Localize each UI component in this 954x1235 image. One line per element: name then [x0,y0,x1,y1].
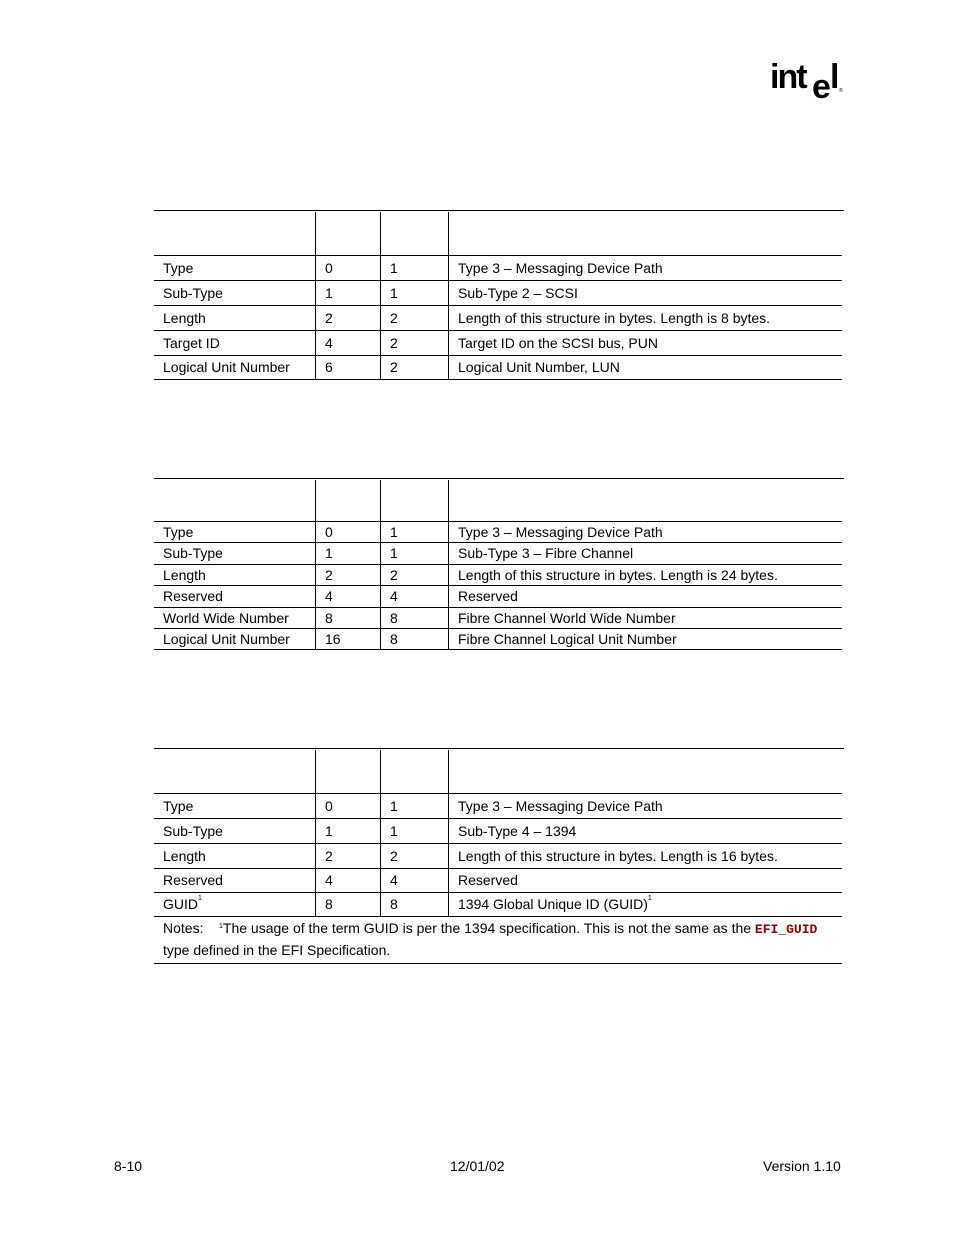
header-cell [381,212,449,255]
byte-offset-cell: 2 [316,843,381,868]
header-cell [449,480,843,521]
svg-text:®: ® [839,88,843,94]
byte-offset-cell: 2 [316,564,381,585]
description-cell: Type 3 – Messaging Device Path [449,521,843,542]
table-row [154,305,842,330]
footnote-marker: 1 [198,895,202,902]
efi-guid-code: EFI_GUID [754,921,818,937]
description-cell: Length of this structure in bytes. Length is 24 bytes. [449,564,843,585]
table-row [154,843,842,868]
table-top-rule [154,748,844,749]
byte-offset-cell: 1 [316,818,381,843]
table-body [154,750,842,963]
header-cell [316,750,381,793]
table-body [154,212,842,379]
byte-length-cell: 1 [381,521,449,542]
mnemonic-cell: Sub-Type [154,280,316,305]
byte-length-cell: 8 [381,628,449,649]
header-cell [154,212,316,255]
header-cell [381,750,449,793]
byte-offset-cell: 0 [316,255,381,280]
table-row [154,892,842,916]
mnemonic-cell: Type [154,521,316,542]
byte-length-cell: 2 [381,564,449,585]
mnemonic-cell: Target ID [154,330,316,355]
svg-text:int: int [770,58,806,96]
mnemonic-cell: Type [154,793,316,818]
description-cell: Length of this structure in bytes. Length is 8 bytes. [449,305,843,330]
mnemonic-cell: Length [154,564,316,585]
byte-offset-cell: 0 [316,521,381,542]
byte-offset-cell: 4 [316,585,381,607]
mnemonic-cell: Type [154,255,316,280]
footnote-marker: 1 [647,895,652,902]
footer-date: 12/01/02 [450,1158,505,1174]
table-top-rule [154,478,844,479]
mnemonic-cell: Logical Unit Number [154,355,316,379]
mnemonic-cell: Sub-Type [154,818,316,843]
svg-text:e: e [812,68,831,104]
table-top-rule [154,210,844,211]
table-row [154,521,842,542]
byte-offset-cell: 0 [316,793,381,818]
table-row [154,607,842,628]
1394-device-path-table [154,750,842,964]
header-cell [316,480,381,521]
description-cell: Reserved [449,868,843,892]
byte-offset-cell: 6 [316,355,381,379]
byte-length-cell: 1 [381,280,449,305]
intel-logo [770,58,844,104]
byte-length-cell: 2 [381,355,449,379]
table-row [154,793,842,818]
footnote-marker: 1 [219,922,223,930]
description-cell: Length of this structure in bytes. Length is 16 bytes. [449,843,843,868]
header-row [154,480,842,521]
description-cell: Fibre Channel World Wide Number [449,607,843,628]
byte-offset-cell: 8 [316,607,381,628]
mnemonic-cell: Sub-Type [154,542,316,564]
byte-offset-cell: 4 [316,868,381,892]
byte-offset-cell: 16 [316,628,381,649]
mnemonic-cell: Length [154,305,316,330]
notes-row [154,916,842,963]
header-row [154,750,842,793]
byte-length-cell: 2 [381,330,449,355]
mnemonic-cell: Logical Unit Number [154,628,316,649]
header-cell [449,212,843,255]
byte-length-cell: 8 [381,607,449,628]
byte-offset-cell: 2 [316,305,381,330]
byte-length-cell: 1 [381,793,449,818]
description-cell [449,892,843,916]
byte-length-cell: 1 [381,255,449,280]
scsi-device-path-table [154,212,842,380]
header-cell [316,212,381,255]
header-cell [449,750,843,793]
byte-offset-cell: 1 [316,280,381,305]
table-row [154,255,842,280]
byte-offset-cell: 8 [316,892,381,916]
mnemonic-cell: Length [154,843,316,868]
description-cell: Type 3 – Messaging Device Path [449,793,843,818]
description-cell: Fibre Channel Logical Unit Number [449,628,843,649]
description-cell: Type 3 – Messaging Device Path [449,255,843,280]
table-row [154,542,842,564]
notes-text-continued: type defined in the EFI Specification. [163,941,391,958]
fibre-channel-device-path-table [154,480,842,650]
notes-label: Notes: [163,919,204,936]
header-cell [381,480,449,521]
description-cell: Reserved [449,585,843,607]
table-row [154,280,842,305]
byte-length-cell: 8 [381,892,449,916]
byte-offset-cell: 4 [316,330,381,355]
mnemonic-cell: Reserved [154,868,316,892]
table-row [154,564,842,585]
byte-length-cell: 4 [381,868,449,892]
table-row [154,355,842,379]
table-row [154,585,842,607]
mnemonic-cell: World Wide Number [154,607,316,628]
notes-cell [154,916,842,963]
header-row [154,212,842,255]
table-row [154,628,842,649]
footer-version: Version 1.10 [763,1158,841,1174]
mnemonic-cell [154,892,316,916]
description-cell: Target ID on the SCSI bus, PUN [449,330,843,355]
guid-description: 1394 Global Unique ID (GUID) [458,896,648,912]
table-row [154,330,842,355]
mnemonic-cell: Reserved [154,585,316,607]
byte-offset-cell: 1 [316,542,381,564]
guid-mnemonic: GUID [163,896,198,912]
byte-length-cell: 2 [381,843,449,868]
notes-text: The usage of the term GUID is per the 1394 specification. This is not the same as the [222,919,755,936]
header-cell [154,480,316,521]
description-cell: Logical Unit Number, LUN [449,355,843,379]
table-body [154,480,842,649]
byte-length-cell: 2 [381,305,449,330]
page-number: 8-10 [114,1158,143,1174]
description-cell: Sub-Type 4 – 1394 [449,818,843,843]
table-row [154,868,842,892]
table-row [154,818,842,843]
byte-length-cell: 1 [381,818,449,843]
header-cell [154,750,316,793]
byte-length-cell: 4 [381,585,449,607]
svg-text:l: l [830,58,840,96]
description-cell: Sub-Type 2 – SCSI [449,280,843,305]
byte-length-cell: 1 [381,542,449,564]
description-cell: Sub-Type 3 – Fibre Channel [449,542,843,564]
